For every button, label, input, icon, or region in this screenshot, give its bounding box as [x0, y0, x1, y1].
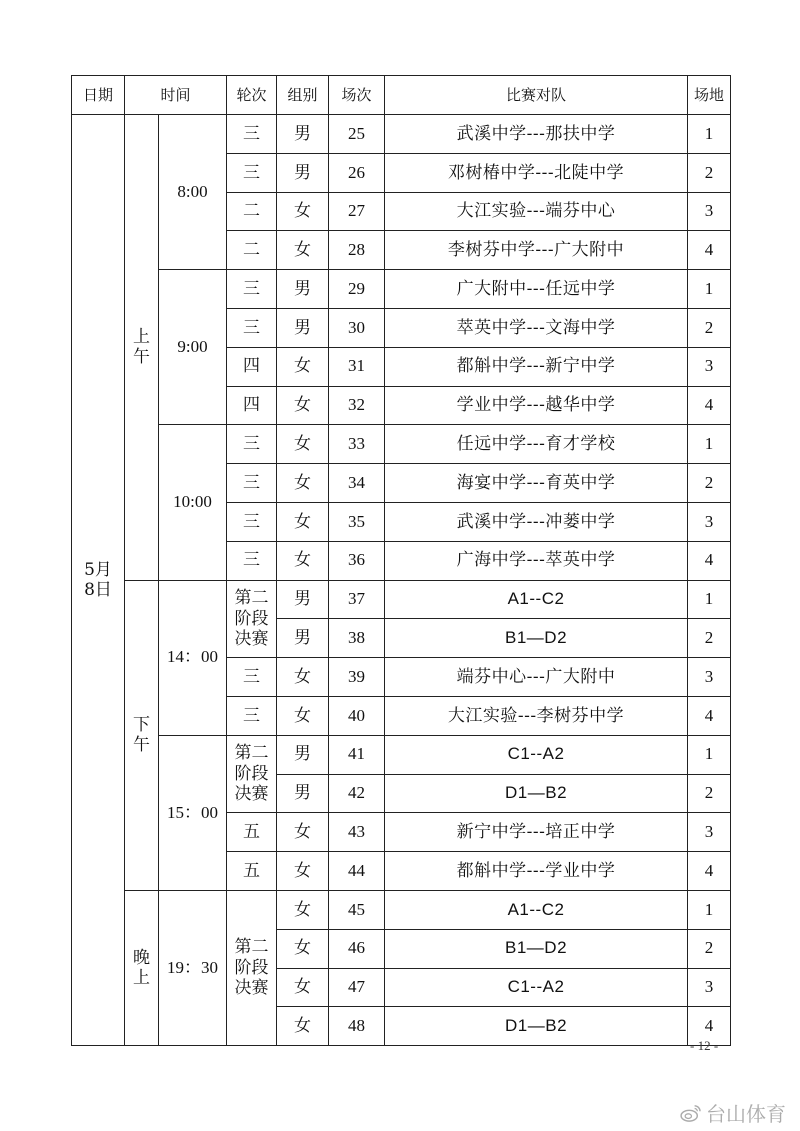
venue-cell: 3 — [688, 502, 731, 541]
round-cell: 三 — [227, 464, 277, 503]
group-cell: 女 — [277, 502, 329, 541]
teams-cell: B1—D2 — [385, 929, 688, 968]
teams-cell: 都斛中学---学业中学 — [385, 852, 688, 891]
group-cell: 女 — [277, 541, 329, 580]
match-number-cell: 48 — [329, 1007, 385, 1046]
time-slot-1400: 14：00 — [159, 580, 227, 735]
stage-label: 第二 阶段 决赛 — [227, 735, 277, 813]
table-row — [72, 735, 731, 774]
group-cell: 女 — [277, 231, 329, 270]
round-cell: 三 — [227, 270, 277, 309]
round-cell: 三 — [227, 658, 277, 697]
venue-cell: 3 — [688, 192, 731, 231]
match-number-cell: 27 — [329, 192, 385, 231]
group-cell: 男 — [277, 115, 329, 154]
page-number: - 12 - — [690, 1038, 719, 1053]
period-afternoon: 下 午 — [125, 580, 159, 890]
table-row — [72, 425, 731, 464]
match-number-cell: 25 — [329, 115, 385, 154]
teams-cell: 学业中学---越华中学 — [385, 386, 688, 425]
group-cell: 男 — [277, 619, 329, 658]
teams-cell: C1--A2 — [385, 735, 688, 774]
group-cell: 女 — [277, 968, 329, 1007]
header-teams: 比赛对队 — [385, 76, 688, 115]
round-cell: 三 — [227, 502, 277, 541]
group-cell: 女 — [277, 347, 329, 386]
match-number-cell: 31 — [329, 347, 385, 386]
teams-cell: 大江实验---李树芬中学 — [385, 696, 688, 735]
venue-cell: 3 — [688, 658, 731, 697]
time-slot-1000: 10:00 — [159, 425, 227, 580]
match-number-cell: 33 — [329, 425, 385, 464]
teams-cell: 广海中学---萃英中学 — [385, 541, 688, 580]
venue-cell: 4 — [688, 1007, 731, 1046]
venue-cell: 3 — [688, 968, 731, 1007]
venue-cell: 4 — [688, 852, 731, 891]
table-row — [72, 115, 731, 154]
venue-cell: 1 — [688, 270, 731, 309]
teams-cell: 武溪中学---那扶中学 — [385, 115, 688, 154]
venue-cell: 4 — [688, 541, 731, 580]
stage-label: 第二 阶段 决赛 — [227, 890, 277, 1045]
match-number-cell: 35 — [329, 502, 385, 541]
group-cell: 女 — [277, 464, 329, 503]
match-number-cell: 38 — [329, 619, 385, 658]
group-cell: 女 — [277, 425, 329, 464]
teams-cell: 端芬中心---广大附中 — [385, 658, 688, 697]
venue-cell: 2 — [688, 308, 731, 347]
header-match-no: 场次 — [329, 76, 385, 115]
header-venue: 场地 — [688, 76, 731, 115]
group-cell: 女 — [277, 813, 329, 852]
group-cell: 男 — [277, 270, 329, 309]
round-cell: 三 — [227, 541, 277, 580]
teams-cell: 都斛中学---新宁中学 — [385, 347, 688, 386]
venue-cell: 1 — [688, 580, 731, 619]
venue-cell: 1 — [688, 425, 731, 464]
teams-cell: A1--C2 — [385, 580, 688, 619]
teams-cell: 海宴中学---育英中学 — [385, 464, 688, 503]
table-row — [72, 580, 731, 619]
match-number-cell: 43 — [329, 813, 385, 852]
group-cell: 男 — [277, 735, 329, 774]
match-number-cell: 36 — [329, 541, 385, 580]
teams-cell: B1—D2 — [385, 619, 688, 658]
venue-cell: 1 — [688, 115, 731, 154]
teams-cell: 新宁中学---培正中学 — [385, 813, 688, 852]
teams-cell: A1--C2 — [385, 890, 688, 929]
group-cell: 女 — [277, 386, 329, 425]
teams-cell: 邓树椿中学---北陡中学 — [385, 153, 688, 192]
round-cell: 二 — [227, 192, 277, 231]
teams-cell: 萃英中学---文海中学 — [385, 308, 688, 347]
teams-cell: 李树芬中学---广大附中 — [385, 231, 688, 270]
header-row — [72, 76, 731, 115]
venue-cell: 2 — [688, 464, 731, 503]
venue-cell: 2 — [688, 153, 731, 192]
watermark — [680, 1098, 786, 1127]
venue-cell: 1 — [688, 735, 731, 774]
teams-cell: 大江实验---端芬中心 — [385, 192, 688, 231]
header-date: 日期 — [72, 76, 125, 115]
time-slot-1500: 15：00 — [159, 735, 227, 890]
match-number-cell: 41 — [329, 735, 385, 774]
round-cell: 四 — [227, 347, 277, 386]
match-number-cell: 30 — [329, 308, 385, 347]
venue-cell: 2 — [688, 774, 731, 813]
venue-cell: 3 — [688, 347, 731, 386]
period-morning: 上 午 — [125, 115, 159, 581]
group-cell: 男 — [277, 774, 329, 813]
match-number-cell: 32 — [329, 386, 385, 425]
group-cell: 女 — [277, 1007, 329, 1046]
teams-cell: 广大附中---任远中学 — [385, 270, 688, 309]
match-number-cell: 44 — [329, 852, 385, 891]
group-cell: 女 — [277, 696, 329, 735]
venue-cell: 4 — [688, 231, 731, 270]
round-cell: 三 — [227, 696, 277, 735]
round-cell: 四 — [227, 386, 277, 425]
watermark-text: 台山体育 — [706, 1102, 786, 1126]
schedule-table — [71, 75, 731, 1046]
header-round: 轮次 — [227, 76, 277, 115]
match-number-cell: 47 — [329, 968, 385, 1007]
time-slot-0900: 9:00 — [159, 270, 227, 425]
group-cell: 男 — [277, 153, 329, 192]
teams-cell: C1--A2 — [385, 968, 688, 1007]
teams-cell: D1—B2 — [385, 1007, 688, 1046]
match-number-cell: 39 — [329, 658, 385, 697]
group-cell: 男 — [277, 580, 329, 619]
match-number-cell: 42 — [329, 774, 385, 813]
group-cell: 女 — [277, 658, 329, 697]
venue-cell: 3 — [688, 813, 731, 852]
teams-cell: D1—B2 — [385, 774, 688, 813]
match-number-cell: 46 — [329, 929, 385, 968]
match-number-cell: 34 — [329, 464, 385, 503]
venue-cell: 4 — [688, 386, 731, 425]
teams-cell: 任远中学---育才学校 — [385, 425, 688, 464]
group-cell: 女 — [277, 929, 329, 968]
venue-cell: 2 — [688, 619, 731, 658]
round-cell: 五 — [227, 852, 277, 891]
match-number-cell: 37 — [329, 580, 385, 619]
match-number-cell: 45 — [329, 890, 385, 929]
header-group: 组别 — [277, 76, 329, 115]
group-cell: 男 — [277, 308, 329, 347]
round-cell: 三 — [227, 115, 277, 154]
time-slot-1930: 19：30 — [159, 890, 227, 1045]
match-number-cell: 26 — [329, 153, 385, 192]
date-cell: 5月 8日 — [72, 115, 125, 1046]
group-cell: 女 — [277, 890, 329, 929]
table-row — [72, 890, 731, 929]
weibo-icon — [680, 1104, 702, 1122]
round-cell: 五 — [227, 813, 277, 852]
stage-label: 第二 阶段 决赛 — [227, 580, 277, 658]
round-cell: 三 — [227, 308, 277, 347]
teams-cell: 武溪中学---冲蒌中学 — [385, 502, 688, 541]
round-cell: 三 — [227, 153, 277, 192]
match-number-cell: 28 — [329, 231, 385, 270]
group-cell: 女 — [277, 852, 329, 891]
time-slot-0800: 8:00 — [159, 115, 227, 270]
round-cell: 三 — [227, 425, 277, 464]
group-cell: 女 — [277, 192, 329, 231]
round-cell: 二 — [227, 231, 277, 270]
period-evening: 晚 上 — [125, 890, 159, 1045]
match-number-cell: 29 — [329, 270, 385, 309]
venue-cell: 1 — [688, 890, 731, 929]
venue-cell: 4 — [688, 696, 731, 735]
venue-cell: 2 — [688, 929, 731, 968]
match-number-cell: 40 — [329, 696, 385, 735]
table-row — [72, 270, 731, 309]
header-time: 时间 — [125, 76, 227, 115]
